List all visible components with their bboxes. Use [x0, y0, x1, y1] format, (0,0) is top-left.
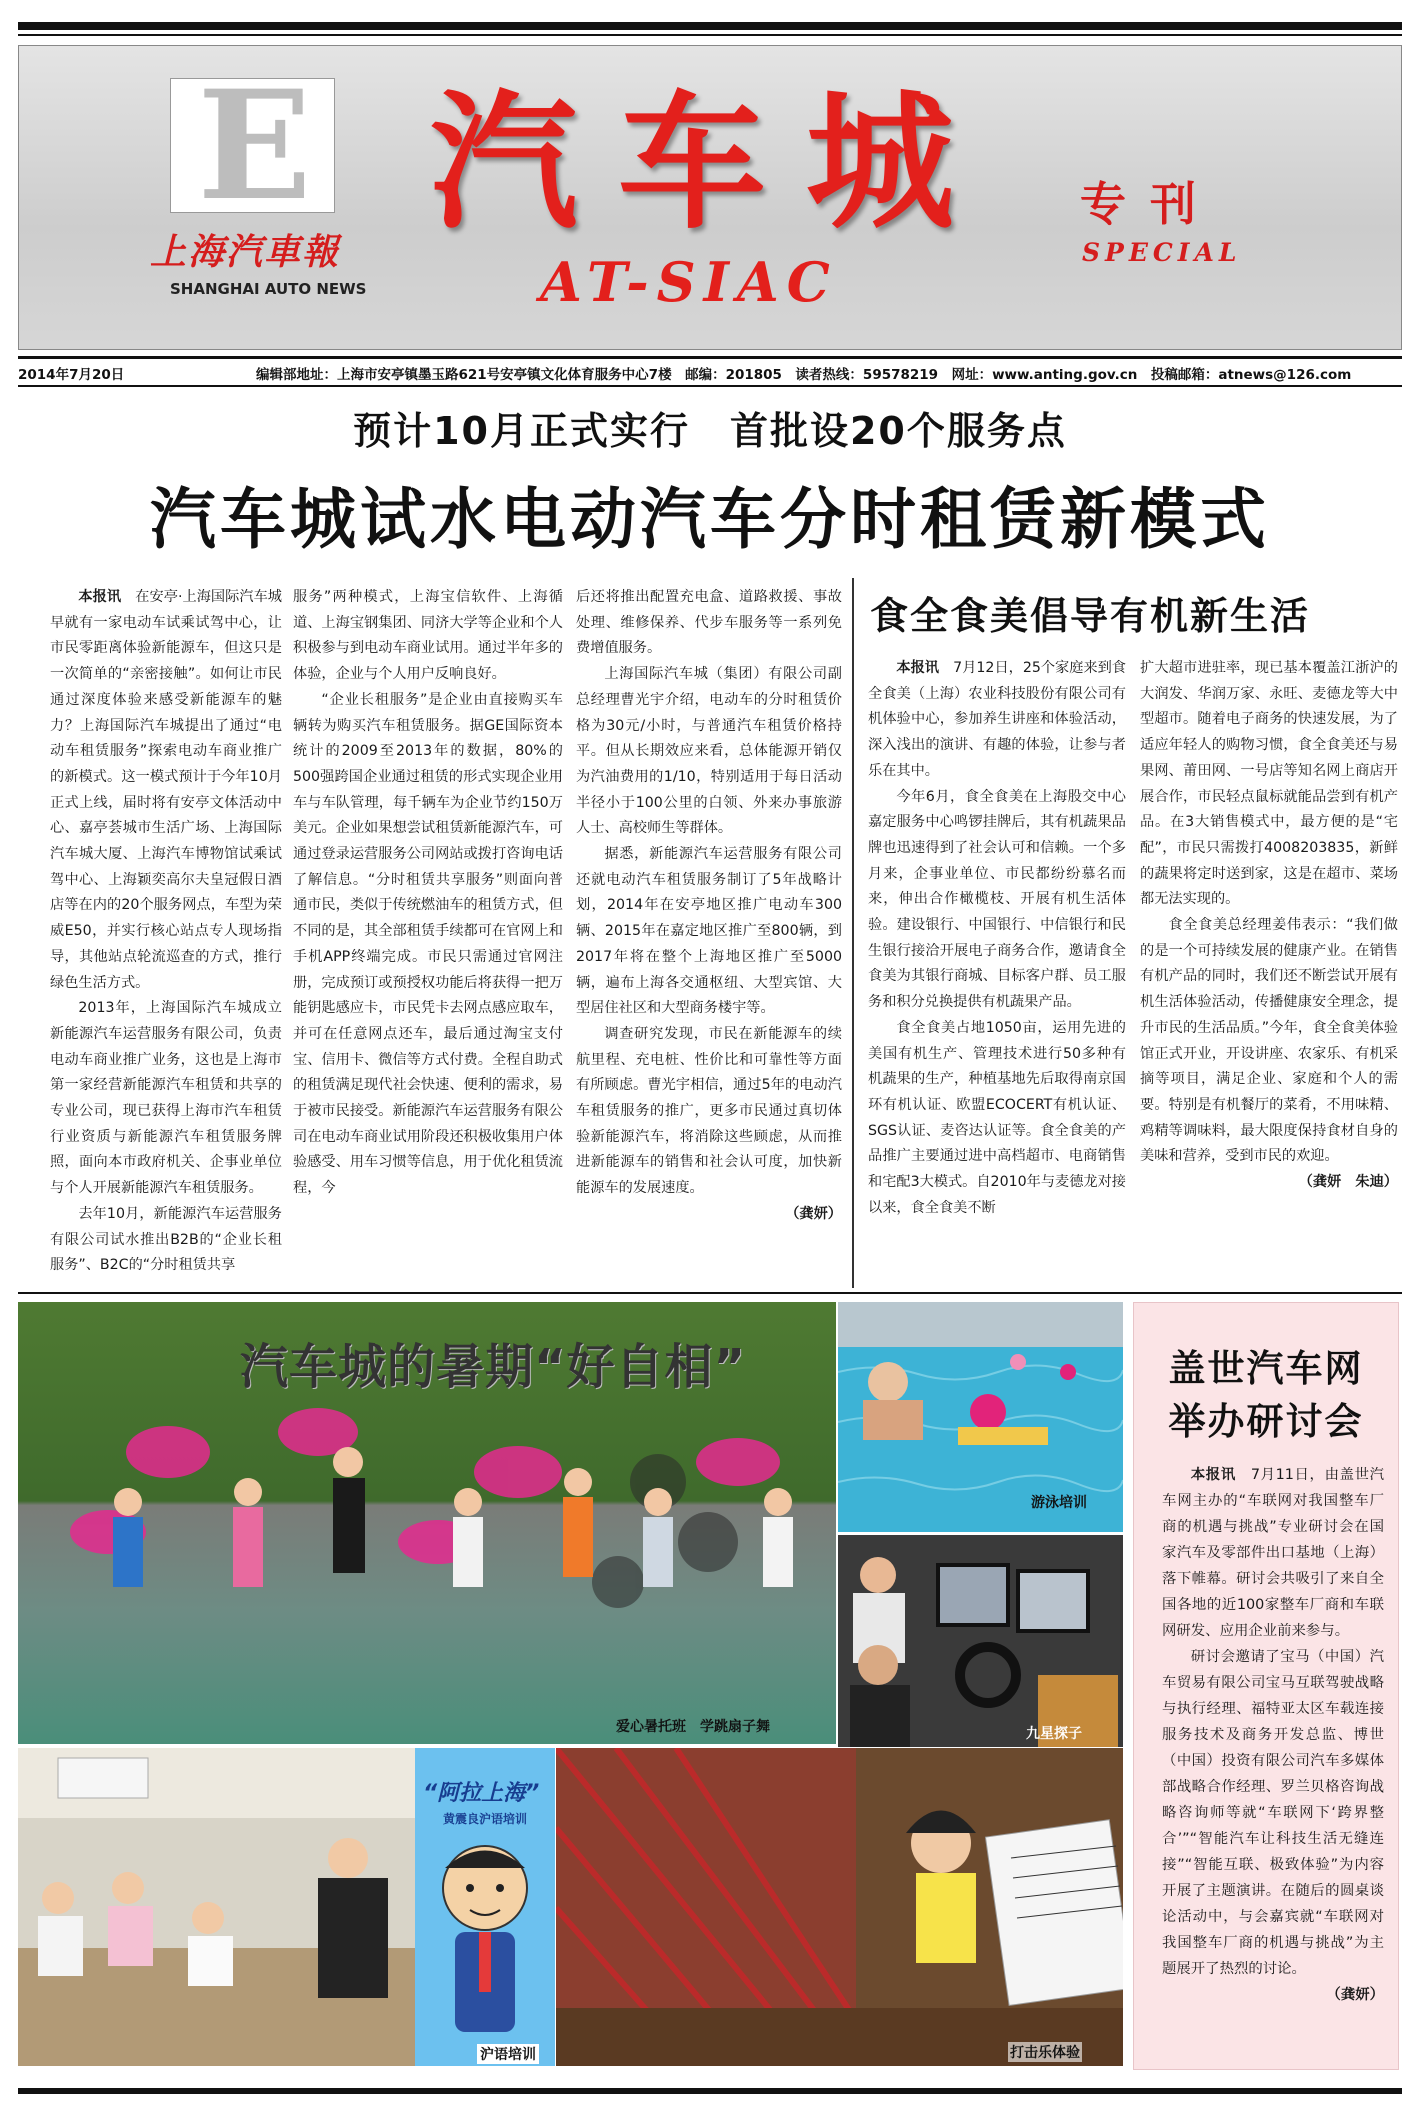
paragraph — [868, 656, 1126, 785]
poster-subtitle: 黄震良沪语培训 — [443, 1812, 528, 1826]
section-rule — [18, 1292, 1402, 1294]
paragraph: 食全食美占地1050亩，运用先进的美国有机生产、管理技术进行50多种有机蔬果的生产，种植基地先后取得南京国环有机认证、欧盟ECOCERT有机认证、SGS认证、麦咨达认证等。食全食美的产品推广主要通过进中高档超市、电商销售和宅配3大模式。自2010年与麦德龙对接以来，食全食美不断 — [868, 1019, 1126, 1216]
paragraph: 服务”两种模式，上海宝信软件、上海循道、上海宝钢集团、同济大学等企业和个人积极参与到电动车商业试用。通过半年多的体验，企业与个人用户反响良好。 — [293, 589, 563, 683]
lead-column-2 — [293, 585, 563, 1287]
lead-headline: 汽车城试水电动汽车分时租赁新模式 — [150, 480, 1270, 558]
info-rule-bottom — [18, 385, 1402, 387]
special-label: 专刊 — [1080, 177, 1220, 231]
poster-title: “阿拉上海” — [423, 1781, 540, 1806]
poster-photo — [415, 1748, 555, 2066]
sidebar-headline — [1133, 1342, 1399, 1448]
sidebar-body — [1162, 1462, 1384, 2062]
paragraph — [50, 585, 282, 996]
paragraph: 后还将推出配置充电盒、道路救援、事故处理、维修保养、代步车服务等一系列免费增值服务。 — [576, 589, 842, 657]
shanghainese-photo — [18, 1748, 416, 2066]
racing-scene — [838, 1535, 1123, 1747]
masthead-title: 汽车城 — [430, 75, 994, 249]
paragraph: 今年6月，食全食美在上海股交中心嘉定服务中心鸣锣挂牌后，其有机蔬果品牌也迅速得到了社会认可和信赖。一个多月来，企事业单位、市民都纷纷慕名而来，伸出合作橄榄枝、开展有机生活体验。建设银行、中国银行、中信银行和民生银行接洽开展电子商务合作，邀请食全食美为其银行商城、目标客户群、员工服务和积分兑换提供有机蔬果产品。 — [868, 788, 1126, 1011]
paper-name-en: SHANGHAI AUTO NEWS — [170, 280, 367, 298]
lead-column-1 — [50, 585, 282, 1287]
cartoon-figure — [425, 1838, 545, 2058]
masthead-subtitle: AT-SIAC — [540, 250, 838, 314]
issue-date: 2014年7月20日 — [18, 367, 125, 383]
lead-signature: （龚妍） — [785, 1205, 842, 1222]
lead-column-3 — [576, 585, 842, 1287]
paragraph: 2013年，上海国际汽车城成立新能源汽车运营服务有限公司，负责电动车商业推广业务，这也是上海市第一家经营新能源汽车租赁和共享的专业公司，现已获得上海市汽车租赁行业资质与新能源汽车租赁服务牌照，面向本市政府机关、企事业单位与个人开展新能源汽车租赁服务。 — [50, 1000, 282, 1197]
caption-percussion: 打击乐体验 — [1008, 2042, 1082, 2062]
paragraph — [1162, 1462, 1384, 1644]
top-rule-thin — [18, 34, 1402, 36]
caption-fan-dance: 爱心暑托班 学跳扇子舞 — [616, 1719, 770, 1735]
sidebar-headline-line1: 盖世汽车网 — [1168, 1347, 1364, 1390]
paragraph: 扩大超市进驻率，现已基本覆盖江浙沪的大润发、华润万家、永旺、麦德龙等大中型超市。随着电子商务的快速发展，为了适应年轻人的购物习惯，食全食美还与易果网、莆田网、一号店等知名网上商店开展合作，市民轻点鼠标就能品尝到有机产品。在3大销售模式中，最方便的是“宅配”，市民只需拨打4008203835，新鲜的蔬果将定时送到家，这是在超市、菜场都无法实现的。 — [1140, 660, 1398, 908]
top-rule — [18, 22, 1402, 30]
swim-photo — [838, 1302, 1123, 1532]
caption-racing: 九星探子 — [1026, 1726, 1082, 1742]
caption-swim: 游泳培训 — [1031, 1495, 1087, 1511]
logo-letter: E — [170, 78, 335, 213]
side-column-1 — [868, 656, 1126, 1266]
paragraph-text: 7月11日，由盖世汽车网主办的“车联网对我国整车厂商的机遇与挑战”专业研讨会在国家汽车及零部件出口基地（上海）落下帷幕。研讨会共吸引了来自全国各地的近100家整车厂商和车联网研发、应用企业前来参与。 — [1162, 1467, 1384, 1639]
lead-kicker: 预计10月正式实行 首批设20个服务点 — [353, 409, 1067, 453]
paragraph: 食全食美总经理姜伟表示：“我们做的是一个可持续发展的健康产业。在销售有机产品的同时，我们还不断尝试开展有机生活体验活动，传播健康安全理念，提升市民的生活品质。”今年，食全食美体验馆正式开业，开设讲座、农家乐、有机采摘等项目，满足企业、家庭和个人的需要。特别是有机餐厅的菜肴，不用味精、鸡精等调味料，最大限度保持食材自身的美味和营养，受到市民的欢迎。 — [1140, 917, 1398, 1165]
sidebar-signature: （龚妍） — [1326, 1987, 1384, 2003]
column-divider — [852, 578, 854, 1288]
bottom-rule — [18, 2088, 1402, 2094]
percussion-scene — [556, 1748, 1123, 2066]
paragraph-text: 7月12日，25个家庭来到食全食美（上海）农业科技股份有限公司有机体验中心，参加养生讲座和体验活动，深入浅出的演讲、有趣的体验，让参与者乐在其中。 — [868, 660, 1126, 779]
paragraph-text: 在安亭·上海国际汽车城早就有一家电动车试乘试驾中心，让市民零距离体验新能源车，但这只是一次简单的“亲密接触”。如何让市民通过深度体验来感受新能源车的魅力？上海国际汽车城提出了通过“电动车租赁服务”探索电动车商业推广的新模式。这一模式预计于今年10月正式上线，届时将有安亭文体活动中心、嘉亭荟城市生活广场、上海国际汽车城大厦、上海汽车博物馆试乘试驾中心、上海颖奕高尔夫皇冠假日酒店等在内的20个服务网点，车型为荣威E50，并实行核心站点专人现场指导，其他站点轮流巡查的方式，推行绿色生活方式。 — [50, 589, 282, 991]
photo-spread-title: 汽车城的暑期“好自相” — [240, 1339, 747, 1395]
side-signature: （龚妍 朱迪） — [1298, 1174, 1398, 1191]
side-column-2 — [1140, 656, 1398, 1286]
byline: 本报讯 — [78, 589, 122, 605]
paragraph: 上海国际汽车城（集团）有限公司副总经理曹光宇介绍，电动车的分时租赁价格为30元/小时，与普通汽车租赁价格持平。但从长期效应来看，总体能源开销仅为汽油费用的1/10，特别适用于每日活动半径小于100公里的白领、外来办事旅游人士、高校师生等群体。 — [576, 666, 842, 837]
paper-name: 上海汽車報 — [150, 231, 341, 273]
editorial-address: 编辑部地址：上海市安亭镇墨玉路621号安亭镇文化体育服务中心7楼 邮编：201805 读者热线：59578219 网址：www.anting.gov.cn 投稿邮箱：atnews@126.com — [256, 367, 1352, 383]
paragraph: 据悉，新能源汽车运营服务有限公司还就电动汽车租赁服务制订了5年战略计划，2014年在安亭地区推广电动车300辆、2015年在嘉定地区推广至800辆，到2017年将在整个上海地区推广至5000辆，遍布上海各交通枢纽、大型宾馆、大型居住社区和大型商务楼宇等。 — [576, 846, 842, 1017]
info-rule-top — [18, 356, 1402, 359]
paragraph: 调查研究发现，市民在新能源车的续航里程、充电桩、性价比和可靠性等方面有所顾虑。曹光宇相信，通过5年的电动汽车租赁服务的推广，更多市民通过真切体验新能源汽车，将消除这些顾虑，从而推进新能源车的销售和社会认可度，加快新能源车的发展速度。 — [576, 1025, 842, 1197]
byline: 本报讯 — [1190, 1467, 1236, 1483]
side-headline: 食全食美倡导有机新生活 — [870, 594, 1311, 638]
paragraph: “企业长租服务”是企业由直接购买车辆转为购买汽车租赁服务。据GE国际资本统计的2009至2013年的数据，80%的500强跨国企业通过租赁的形式实现企业用车与车队管理，每千辆车为企业节约150万美元。企业如果想尝试租赁新能源汽车，可通过登录运营服务公司网站或拨打咨询电话了解信息。“分时租赁共享服务”则面向普通市民，类似于传统燃油车的租赁方式，但不同的是，其全部租赁手续都可在官网上和手机APP终端完成。市民只需通过官网注册，完成预订或预授权功能后将获得一把万能钥匙感应卡，市民凭卡去网点感应取车，并可在任意网点还车，最后通过淘宝支付宝、信用卡、微信等方式付费。全程自助式的租赁满足现代社会快速、便利的需求，易于被市民接受。新能源汽车运营服务有限公司在电动车商业试用阶段还积极收集用户体验感受、用车习惯等信息，用于优化租赁流程，今 — [293, 691, 563, 1197]
info-line — [18, 361, 1402, 383]
special-label-en: SPECIAL — [1082, 238, 1242, 267]
caption-shanghainese: 沪语培训 — [477, 2044, 539, 2064]
percussion-photo — [556, 1748, 1123, 2066]
racing-photo — [838, 1535, 1123, 1747]
classroom-scene — [18, 1748, 416, 2066]
paragraph: 研讨会邀请了宝马（中国）汽车贸易有限公司宝马互联驾驶战略与执行经理、福特亚太区车载连接服务技术及商务开发总监、博世（中国）投资有限公司汽车多媒体部战略合作经理、罗兰贝格咨询战略咨询师等就“车联网下‘跨界整合’”“智能汽车让科技生活无缝连接”“智能互联、极致体验”为内容开展了主题演讲。在随后的圆桌谈论活动中，与会嘉宾就“车联网对我国整车厂商的机遇与挑战”为主题展开了热烈的讨论。 — [1162, 1649, 1384, 1977]
byline: 本报讯 — [896, 660, 939, 676]
sidebar-headline-line2: 举办研讨会 — [1168, 1400, 1364, 1443]
paragraph: 去年10月，新能源汽车运营服务有限公司试水推出B2B的“企业长租服务”、B2C的“分时租赁共享 — [50, 1205, 282, 1274]
